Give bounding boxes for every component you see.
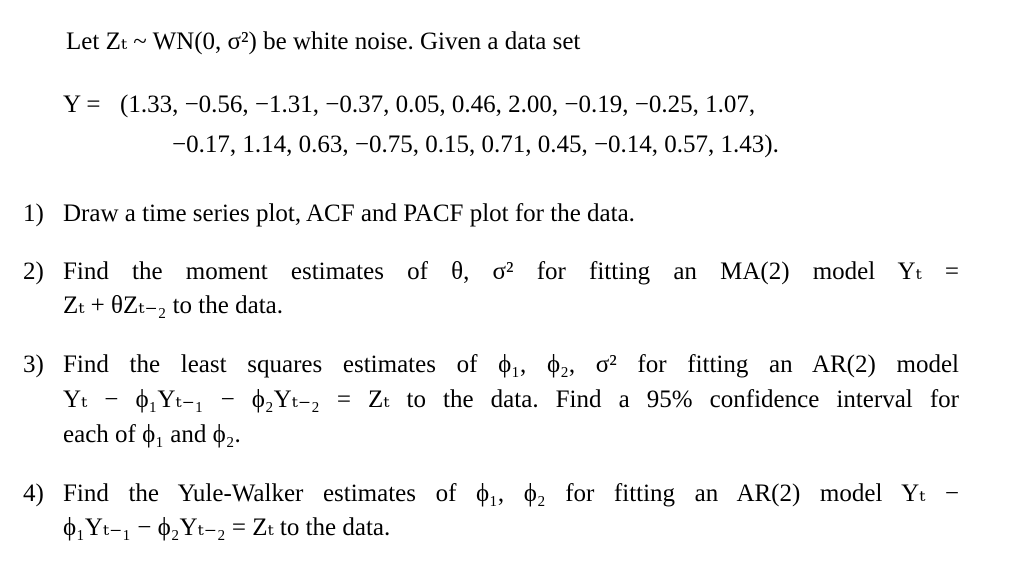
question-text: Find the least squares estimates of ϕ₁, ϕ₂, σ² for fitting an AR(2) model	[63, 351, 959, 378]
dataset-values-line-1: (1.33, −0.56, −1.31, −0.37, 0.05, 0.46, 2.00, −0.19, −0.25, 1.07,	[120, 91, 756, 118]
dataset-values-line-2: −0.17, 1.14, 0.63, −0.75, 0.15, 0.71, 0.45, −0.14, 0.57, 1.43).	[172, 131, 779, 158]
question-text: Find the moment estimates of θ, σ² for fitting an MA(2) model Yₜ =	[63, 258, 959, 285]
question-number: 2)	[23, 258, 44, 285]
question-text: Zₜ + θZₜ₋₂ to the data.	[63, 292, 283, 319]
question-text: Find the Yule-Walker estimates of ϕ₁, ϕ₂ for fitting an AR(2) model Yₜ −	[63, 480, 959, 507]
question-number: 1)	[23, 200, 44, 227]
dataset-label: Y =	[63, 91, 101, 118]
question-text: Yₜ − ϕ₁Yₜ₋₁ − ϕ₂Yₜ₋₂ = Zₜ to the data. Find a 95% confidence interval for	[63, 386, 959, 413]
question-text: ϕ₁Yₜ₋₁ − ϕ₂Yₜ₋₂ = Zₜ to the data.	[63, 514, 391, 541]
question-number: 4)	[23, 480, 44, 507]
question-text: Draw a time series plot, ACF and PACF plot for the data.	[63, 200, 635, 227]
question-number: 3)	[23, 351, 44, 378]
problem-intro: Let Zₜ ~ WN(0, σ²) be white noise. Given a data set	[66, 28, 581, 55]
question-text: each of ϕ₁ and ϕ₂.	[63, 421, 241, 448]
